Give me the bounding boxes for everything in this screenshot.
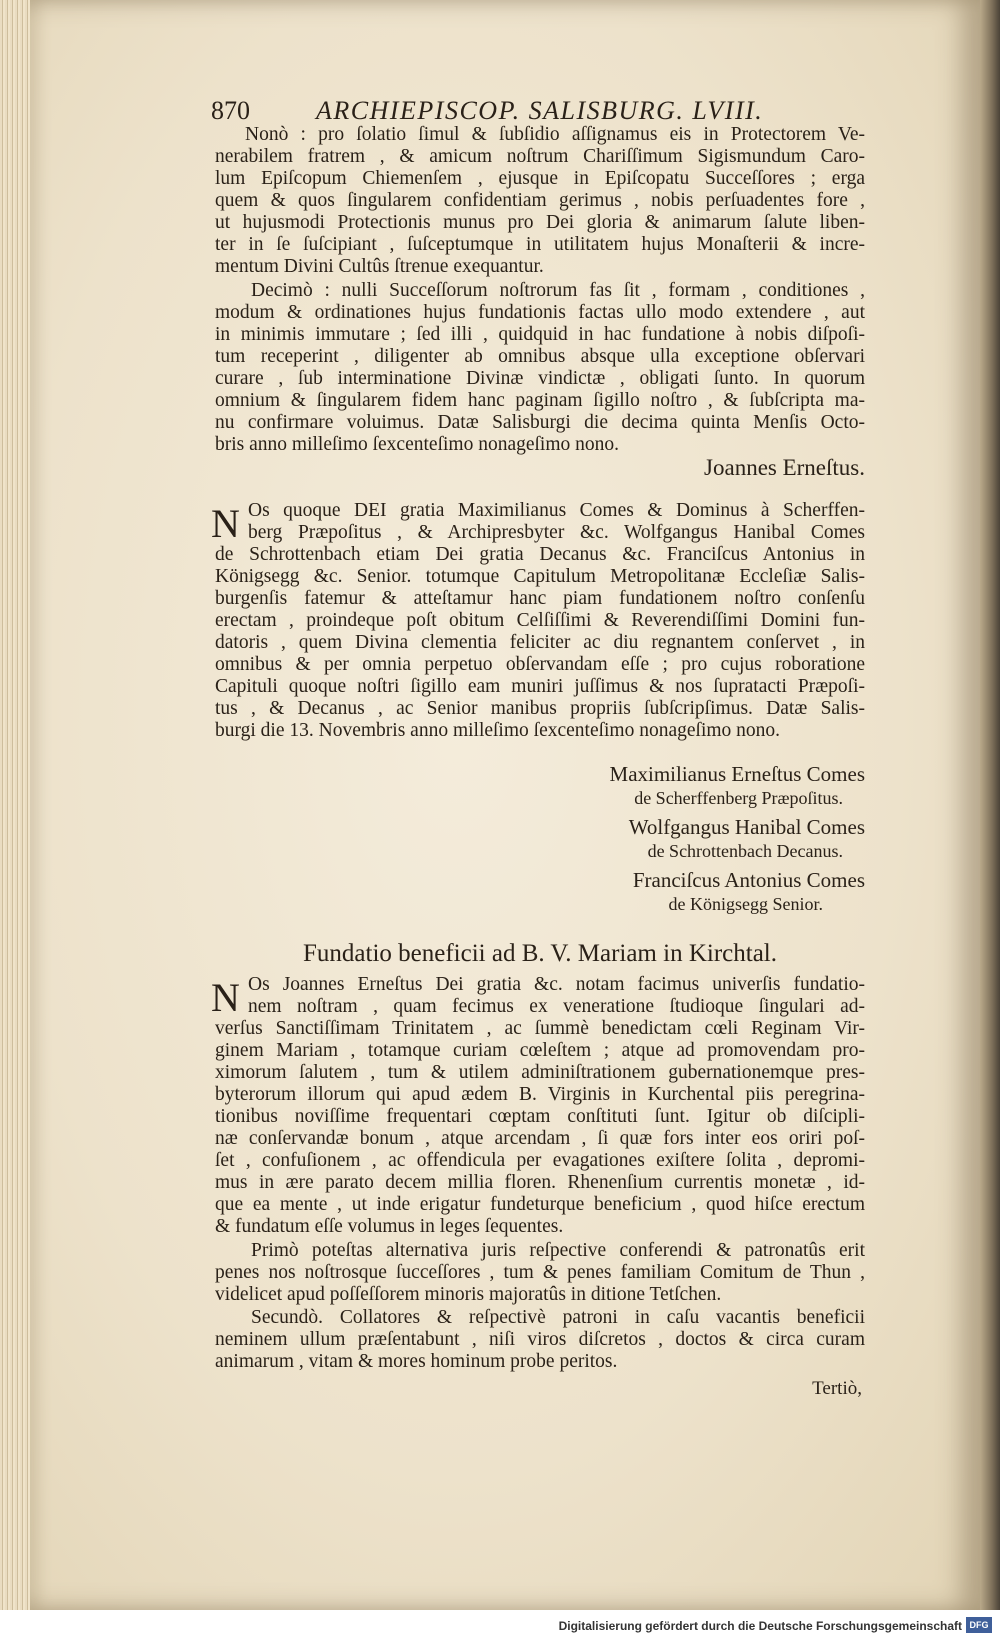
text-line: datoris , quem Divina clementia feliciter ac diu regnantem conſervet , in xyxy=(215,632,865,653)
paragraph-primo xyxy=(215,1240,865,1306)
signature-praepositus xyxy=(520,762,865,810)
text-line: Os quoque DEI gratia Maximilianus Comes & Dominus à Scherffen- xyxy=(248,500,865,521)
text-line: burgenſis fatemur & atteſtamur hanc piam fundationem noſtro conſenſu xyxy=(215,588,865,609)
text-line: quem & quos ſingularem confidentiam gerimus , nobis perſuadentes fore , xyxy=(215,190,865,211)
paragraph-secundo xyxy=(215,1307,865,1373)
text-line: omnium & ſingularem fidem hanc paginam ſigillo noſtro , & ſubſcripta ma- xyxy=(215,390,865,411)
paragraph-nos-quoque xyxy=(215,500,865,742)
text-line: Secundò. Collatores & reſpectivè patroni in caſu vacantis beneficii xyxy=(251,1307,865,1328)
signatory-name: Maximilianus Erneſtus Comes xyxy=(609,762,865,786)
text-line: videlicet apud poſſeſſorem minoris majoratûs in ditione Tetſchen. xyxy=(215,1284,722,1305)
text-line: de Schrottenbach etiam Dei gratia Decanus &c. Franciſcus Antonius in xyxy=(215,544,865,565)
text-line: Capituli quoque noſtri ſigillo eam muniri juſſimus & nos ſupratacti Præpoſi- xyxy=(215,676,865,697)
text-line: næ conſervandæ bonum , atque arcendam , ſi quæ fors inter eos oriri poſ- xyxy=(215,1128,865,1149)
text-line: Primò poteſtas alternativa juris reſpective conferendi & patronatûs erit xyxy=(251,1240,865,1261)
text-line: Königsegg &c. Senior. totumque Capitulum Metropolitanæ Eccleſiæ Salis- xyxy=(215,566,865,587)
text-line: omnibus & per omnia perpetuo obſervandam eſſe ; pro cujus roboratione xyxy=(215,654,865,675)
signatory-name: Franciſcus Antonius Comes xyxy=(632,868,865,892)
text-line: Os Joannes Erneſtus Dei gratia &c. notam facimus univerſis fundatio- xyxy=(248,974,865,995)
text-line: tum receperint , diligenter ab omnibus absque ulla exceptione obſervari xyxy=(215,346,865,367)
text-line: berg Præpoſitus , & Archipresbyter &c. Wolfgangus Hanibal Comes xyxy=(248,522,865,543)
text-line: burgi die 13. Novembris anno milleſimo ſexcenteſimo nonageſimo nono. xyxy=(215,720,781,741)
footer-bar xyxy=(0,1610,1000,1643)
page-number: 870 xyxy=(211,96,250,125)
signature-decanus xyxy=(520,815,865,863)
text-line: mentum Divini Cultûs ſtrenue exequantur. xyxy=(215,256,544,277)
signature-senior xyxy=(520,868,865,916)
book-binding xyxy=(980,0,1000,1610)
catchword: Tertiò, xyxy=(812,1378,862,1399)
text-line: modum & ordinationes hujus fundationis factas ullo modo extendere , aut xyxy=(215,302,865,323)
text-line: animarum , vitam & mores hominum probe peritos. xyxy=(215,1351,618,1372)
signatory-title: de Königsegg Senior. xyxy=(668,894,823,914)
text-line: verſus Sanctiſſimam Trinitatem , ac ſummè benedictam cœli Reginam Vir- xyxy=(215,1018,865,1039)
text-line: byterorum illorum qui apud ædem B. Virginis in Kurchental piis peregrina- xyxy=(215,1084,865,1105)
paragraph-nos-joannes xyxy=(215,974,865,1238)
text-line: tus , & Decanus , ac Senior manibus propriis ſubſcripſimus. Datæ Salis- xyxy=(215,698,865,719)
text-line: ter in ſe ſuſcipiant , ſuſceptumque in utilitatem hujus Monaſterii & incre- xyxy=(215,234,865,255)
dfg-logo: DFG xyxy=(966,1617,992,1633)
text-line: nerabilem fratrem , & amicum noſtrum Chariſſimum Sigismundum Caro- xyxy=(215,146,865,167)
text-line: neminem ullum præſentabunt , niſi viros diſcretos , doctos & circa curam xyxy=(215,1329,865,1350)
section-title: Fundatio beneficii ad B. V. Mariam in Kirchtal. xyxy=(303,940,777,967)
running-title: ARCHIEPISCOP. SALISBURG. LVIII. xyxy=(316,96,764,125)
signatory-name: Wolfgangus Hanibal Comes xyxy=(628,815,865,839)
drop-cap: N xyxy=(211,975,240,1020)
signatory-title: de Schrottenbach Decanus. xyxy=(647,841,843,861)
text-line: lum Epiſcopum Chiemenſem , ejusque in Epiſcopatu Succeſſores ; erga xyxy=(215,168,865,189)
text-line: nem noſtram , quam fecimus ex veneratione ſtudioque ſingulari ad- xyxy=(248,996,865,1017)
text-line: Nonò : pro ſolatio ſimul & ſubſidio aſſignamus eis in Protectorem Ve- xyxy=(245,124,865,145)
text-line: ximorum ſalutem , tum & utilem adminiſtrationem gubernationemque pres- xyxy=(215,1062,865,1083)
text-line: bris anno milleſimo ſexcenteſimo nonageſimo nono. xyxy=(215,434,620,455)
text-line: ſet , confuſionem , ac offendicula per evagationes exiſtere ſolita , depromi- xyxy=(215,1150,865,1171)
text-line: erectam , proindeque poſt obitum Celſiſſimi & Reverendiſſimi Domini fun- xyxy=(215,610,865,631)
signatory-title: de Scherffenberg Præpoſitus. xyxy=(634,788,843,808)
text-line: ginem Mariam , totamque curiam cœleſtem ; atque ad promovendam pro- xyxy=(215,1040,865,1061)
text-line: ut hujusmodi Protectionis munus pro Dei gloria & animarum ſalute liben- xyxy=(215,212,865,233)
paragraph-decimo xyxy=(215,280,865,456)
text-line: mus in ære parato decem millia floren. Rhenenſium currentis monetæ , id- xyxy=(215,1172,865,1193)
text-line: & fundatum eſſe volumus in leges ſequentes. xyxy=(215,1216,564,1237)
text-line: que ea mente , ut inde erigatur fundeturque beneficium , quod hiſce erectum xyxy=(215,1194,865,1215)
signature-joannes: Joannes Erneſtus. xyxy=(704,455,865,480)
text-line: Decimò : nulli Succeſſorum noſtrorum fas ſit , formam , conditiones , xyxy=(251,280,865,301)
text-line: tionibus noviſſime frequentari cœptam conſtituti ſunt. Igitur ob diſcipli- xyxy=(215,1106,865,1127)
drop-cap: N xyxy=(211,501,240,546)
paragraph-nono xyxy=(215,124,865,278)
text-line: nu confirmare voluimus. Datæ Salisburgi die decima quinta Menſis Octo- xyxy=(215,412,865,433)
funding-credit: Digitalisierung gefördert durch die Deutsche Forschungsgemeinschaft xyxy=(558,1619,962,1633)
page-edges xyxy=(0,0,30,1610)
text-line: in minimis immutare ; ſed illi , quidquid in hac fundatione à nobis diſpoſi- xyxy=(215,324,865,345)
text-line: curare , ſub interminatione Divinæ vindictæ , obligati ſunto. In quorum xyxy=(215,368,865,389)
text-line: penes nos noſtrosque ſucceſſores , tum & penes familiam Comitum de Thun , xyxy=(215,1262,865,1283)
